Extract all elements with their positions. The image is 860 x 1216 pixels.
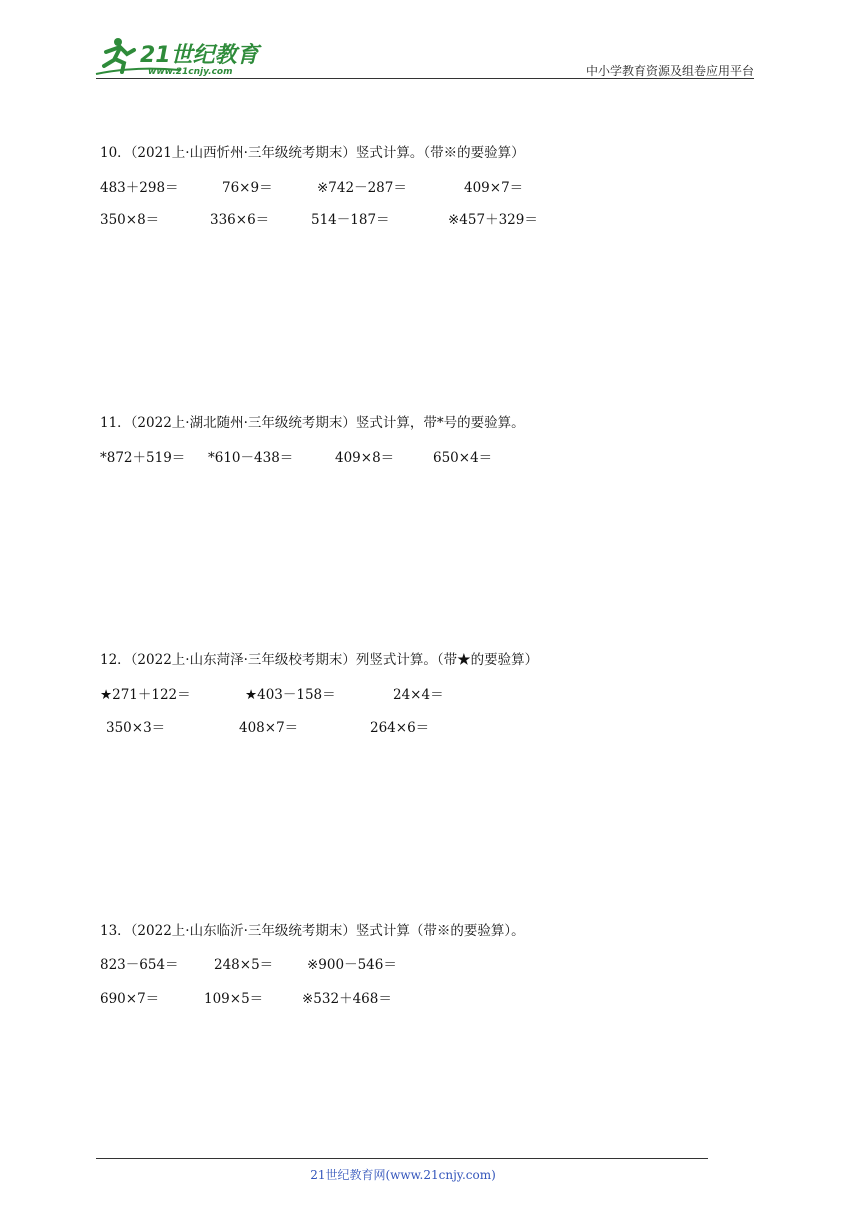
logo-text: 21世纪教育: [140, 43, 259, 68]
expression: 514－187＝: [311, 212, 390, 228]
expression: ※900－546＝: [307, 957, 397, 973]
question-11-title: 11．（2022上·湖北随州·三年级统考期末）竖式计算，带*号的要验算。: [100, 415, 525, 431]
expression: 336×6＝: [210, 212, 270, 228]
expression: ★271＋122＝: [100, 687, 191, 703]
expression: ※457＋329＝: [448, 212, 538, 228]
expression: *872＋519＝: [100, 450, 186, 466]
expression: *610－438＝: [208, 450, 294, 466]
logo-url: www.21cnjy.com: [148, 67, 233, 77]
expression: ※532＋468＝: [302, 991, 392, 1007]
expression: 483＋298＝: [100, 180, 179, 196]
footer-link[interactable]: 21世纪教育网(www.21cnjy.com): [310, 1168, 496, 1182]
site-logo: [94, 36, 264, 78]
expression: 350×3＝: [106, 720, 166, 736]
question-13-title: 13．（2022上·山东临沂·三年级统考期末）竖式计算（带※的要验算）。: [100, 923, 525, 939]
expression: 823－654＝: [100, 957, 179, 973]
expression: 408×7＝: [239, 720, 299, 736]
expression: 76×9＝: [222, 180, 273, 196]
expression: ※742－287＝: [317, 180, 407, 196]
expression: 409×7＝: [464, 180, 524, 196]
expression: 109×5＝: [204, 991, 264, 1007]
expression: ★403－158＝: [245, 687, 336, 703]
expression: 24×4＝: [393, 687, 444, 703]
footer-divider: [96, 1158, 708, 1159]
expression: 350×8＝: [100, 212, 160, 228]
expression: 264×6＝: [370, 720, 430, 736]
expression: 690×7＝: [100, 991, 160, 1007]
expression: 248×5＝: [214, 957, 274, 973]
header-divider: [96, 78, 754, 79]
question-10-title: 10．（2021上·山西忻州·三年级统考期末）竖式计算。（带※的要验算）: [100, 145, 525, 161]
expression: 409×8＝: [335, 450, 395, 466]
expression: 650×4＝: [433, 450, 493, 466]
question-12-title: 12．（2022上·山东菏泽·三年级校考期末）列竖式计算。（带★的要验算）: [100, 652, 539, 668]
header-platform-text: 中小学教育资源及组卷应用平台: [585, 64, 754, 78]
